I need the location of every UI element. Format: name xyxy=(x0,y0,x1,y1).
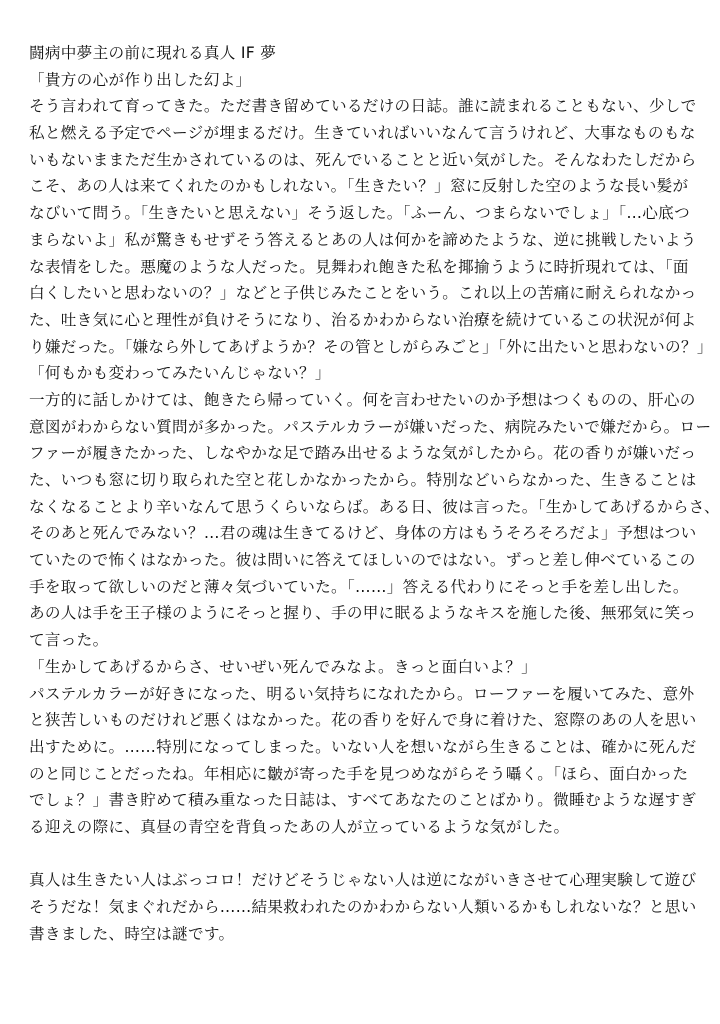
story-line: のと同じことだったね。年相応に皺が寄った手を見つめながらそう囁く。「ほら、面白かった xyxy=(29,764,689,783)
story-line: と狭苦しいものだけれど悪くはなかった。花の香りを好んで身に着けた、窓際のあの人を思い xyxy=(29,711,697,730)
story-line: 「何もかも変わってみたいんじゃない？」 xyxy=(29,364,331,383)
story-line: り嫌だった。「嫌なら外してあげようか？その管としがらみごと」「外に出たいと思わないの？」 xyxy=(29,337,713,356)
story-line: いもないままただ生かされているのは、死んでいることと近い気がした。そんなわたしだから xyxy=(29,150,697,169)
document-body xyxy=(29,40,720,947)
story-line: ファーが履きたかった、しなやかな足で踏み出せるような気がしたから。花の香りが嫌いだっ xyxy=(29,444,697,463)
document-title: 闘病中夢主の前に現れる真人 IF 夢 xyxy=(29,44,277,62)
story-line: た、いつも窓に切り取られた空と花しかなかったから。特別などいらなかった、生きることは xyxy=(29,471,697,489)
story-line: る迎えの際に、真昼の青空を背負ったあの人が立っているような気がした。 xyxy=(29,817,570,836)
story-line: 白くしたいと思わないの？」などと子供じみたことをいう。これ以上の苦痛に耐えられなかっ xyxy=(29,284,697,303)
story-line: でしょ？」書き貯めて積み重なった日誌は、すべてあなたのことばかり。微睡むような遅すぎ xyxy=(29,791,697,810)
afterword-line: そうだな！気まぐれだから……結果救われたのかわからない人類いるかもしれないな？と思い xyxy=(29,898,697,916)
story-line: て言った。 xyxy=(29,631,109,650)
story-line: あの人は手を王子様のようにそっと握り、手の甲に眠るようなキスを施した後、無邪気に笑っ xyxy=(29,604,697,623)
story-line: パステルカラーが好きになった、明るい気持ちになれたから。ローファーを履いてみた、意外 xyxy=(29,684,695,703)
story-line: こそ、あの人は来てくれたのかもしれない。「生きたい？」窓に反射した空のような長い髪が xyxy=(29,177,689,196)
story-line: 「生かしてあげるからさ、せいぜい死んでみなよ。きっと面白いよ？」 xyxy=(29,657,537,676)
paragraph-spacer xyxy=(29,841,699,868)
story-line: 一方的に話しかけては、飽きたら帰っていく。何を言わせたいのか予想はつくものの、肝心の xyxy=(29,390,696,409)
afterword-line: 真人は生きたい人はぶっコロ！だけどそうじゃない人は逆にながいきさせて心理実験して遊び xyxy=(29,871,697,890)
story-line: 手を取って欲しいのだと薄々気づいていた。「……」答える代わりにそっと手を差し出した。 xyxy=(29,577,689,596)
story-line: まらないよ」私が驚きもせずそう答えるとあの人は何かを諦めたような、逆に挑戦したいよう xyxy=(29,230,697,249)
story-line: 「貴方の心が作り出した幻よ」 xyxy=(29,70,252,89)
story-line: 私と燃える予定でページが埋まるだけ。生きていればいいなんて言うけれど、大事なものもな xyxy=(29,124,696,143)
afterword-line: 書きました、時空は謎です。 xyxy=(29,924,235,943)
story-line: 意図がわからない質問が多かった。パステルカラーが嫌いだった、病院みたいで嫌だから。ロー xyxy=(29,417,712,436)
story-line: 出すために。……特別になってしまった。いない人を想いながら生きることは、確かに死んだ xyxy=(29,737,697,756)
story-line: なくなることより辛いなんて思うくらいならば。ある日、彼は言った。「生かしてあげるからさ、 xyxy=(29,497,720,516)
story-line: なびいて問う。「生きたいと思えない」そう返した。「ふーん、つまらないでしょ」「…心底つ xyxy=(29,204,690,223)
story-line: た、吐き気に心と理性が負けそうになり、治るかわからない治療を続けているこの状況が何よ xyxy=(29,310,697,329)
story-line: そのあと死んでみない？…君の魂は生きてるけど、身体の方はもうそろそろだよ」予想はつい xyxy=(29,524,697,543)
story-line: な表情をした。悪魔のような人だった。見舞われ飽きた私を揶揄うように時折現れては、「面 xyxy=(29,257,689,276)
story-line: ていたので怖くはなかった。彼は問いに答えてほしいのではない。ずっと差し伸べているこの xyxy=(29,551,696,570)
story-line: そう言われて育ってきた。ただ書き留めているだけの日誌。誰に読まれることもない、少しで xyxy=(29,97,697,116)
